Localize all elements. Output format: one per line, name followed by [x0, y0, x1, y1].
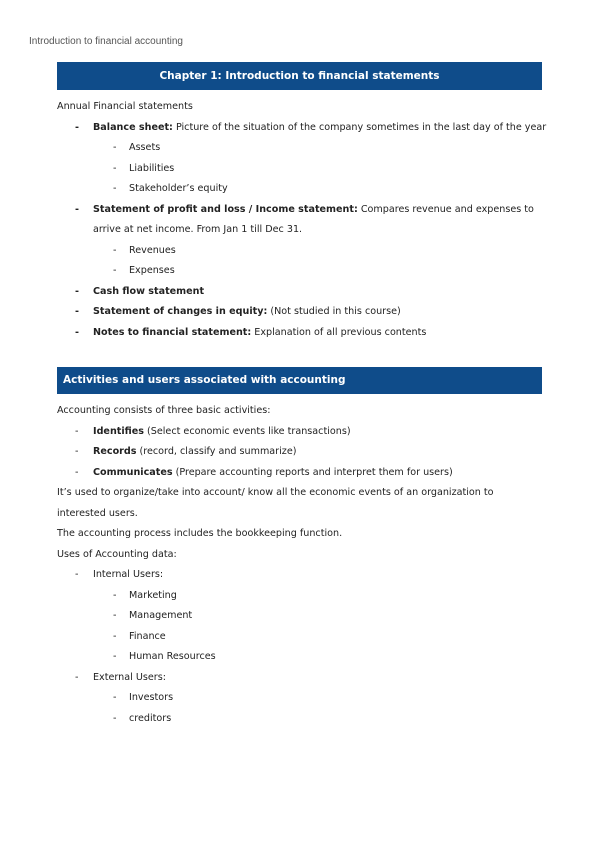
- item-term: Statement of profit and loss / Income statement:: [93, 203, 358, 215]
- item-desc: Picture of the situation of the company sometimes in the last day of the year: [172, 121, 547, 133]
- list-item-cash-flow: [57, 282, 547, 303]
- internal-users-label: [57, 565, 547, 586]
- activity-item: [57, 463, 547, 484]
- list-dash: -: [75, 446, 79, 457]
- list-subitem: [57, 179, 547, 200]
- item-term: Notes to financial statement:: [93, 326, 252, 338]
- group-label: Internal Users:: [93, 569, 164, 580]
- item-term: Statement of changes in equity:: [93, 306, 268, 317]
- activity-term: Records: [93, 446, 137, 457]
- list-dash: -: [75, 466, 79, 478]
- user-text: Investors: [129, 692, 174, 703]
- activity-desc: (Prepare accounting reports and interpret them for users): [172, 466, 453, 478]
- internal-user-item: [57, 647, 547, 668]
- list-dash: -: [113, 162, 117, 174]
- list-item-changes-equity: [57, 302, 547, 323]
- list-dash: -: [113, 610, 117, 621]
- activity-term: Communicates: [93, 466, 173, 478]
- user-text: Finance: [129, 630, 166, 642]
- list-subitem: [57, 159, 547, 180]
- internal-user-item: [57, 606, 547, 627]
- list-dash: -: [75, 569, 79, 580]
- group-label: External Users:: [93, 671, 166, 683]
- user-text: Human Resources: [129, 651, 216, 662]
- paragraph-bookkeeping: The accounting process includes the bookkeeping function.: [57, 528, 343, 539]
- user-text: Management: [129, 610, 193, 621]
- item-desc: (Not studied in this course): [267, 306, 401, 317]
- external-user-item: [57, 688, 547, 709]
- uses-heading: Uses of Accounting data:: [57, 548, 177, 560]
- activity-desc: (Select economic events like transactions): [143, 425, 351, 437]
- list-dash: -: [113, 244, 117, 256]
- subitem-text: Liabilities: [129, 162, 175, 174]
- list-dash: -: [113, 712, 117, 724]
- list-dash: -: [113, 651, 117, 662]
- paragraph-purpose: It’s used to organize/take into account/ know all the economic events of an organization to interested users.: [57, 487, 494, 519]
- list-item-balance-sheet: [57, 118, 547, 139]
- list-dash: -: [75, 203, 79, 215]
- list-dash: -: [113, 630, 117, 642]
- section-title-banner: Activities and users associated with accounting: [57, 367, 542, 394]
- external-user-item: [57, 709, 547, 730]
- list-item-income-statement: [57, 200, 543, 241]
- activity-item: [57, 442, 547, 463]
- list-dash: -: [113, 265, 117, 276]
- subitem-text: Expenses: [129, 265, 175, 276]
- chapter-title-banner: Chapter 1: Introduction to financial statements: [57, 62, 542, 90]
- list-subitem: [57, 261, 547, 282]
- list-dash: -: [75, 285, 79, 297]
- activity-term: Identifies: [93, 425, 144, 437]
- list-dash: -: [75, 121, 79, 133]
- list-item-notes: [57, 323, 547, 344]
- list-subitem: [57, 241, 547, 262]
- item-term: Balance sheet:: [93, 121, 173, 133]
- list-dash: -: [75, 671, 79, 683]
- internal-user-item: [57, 586, 547, 607]
- running-header: Introduction to financial accounting: [29, 36, 183, 47]
- item-desc: Explanation of all previous contents: [251, 326, 427, 338]
- list-dash: -: [75, 425, 79, 437]
- subitem-text: Stakeholder’s equity: [129, 183, 228, 194]
- chapter-intro: Annual Financial statements: [57, 101, 193, 112]
- item-term: Cash flow statement: [93, 285, 205, 297]
- activity-desc: (record, classify and summarize): [136, 446, 297, 457]
- list-dash: -: [113, 142, 117, 153]
- user-text: Marketing: [129, 589, 177, 601]
- internal-user-item: [57, 627, 547, 648]
- list-dash: -: [75, 326, 79, 338]
- external-users-label: [57, 668, 547, 689]
- activity-item: [57, 422, 547, 443]
- list-dash: -: [113, 692, 117, 703]
- list-dash: -: [75, 306, 79, 317]
- section-intro: Accounting consists of three basic activities:: [57, 405, 271, 416]
- user-text: creditors: [129, 712, 172, 724]
- list-dash: -: [113, 183, 117, 194]
- list-subitem: [57, 138, 547, 159]
- section-content: [57, 401, 547, 729]
- item-desc: Compares revenue and expenses to arrive at net income. From Jan 1 till Dec 31.: [93, 203, 534, 235]
- chapter-content: [57, 97, 547, 343]
- subitem-text: Assets: [129, 142, 161, 153]
- list-dash: -: [113, 589, 117, 601]
- subitem-text: Revenues: [129, 244, 176, 256]
